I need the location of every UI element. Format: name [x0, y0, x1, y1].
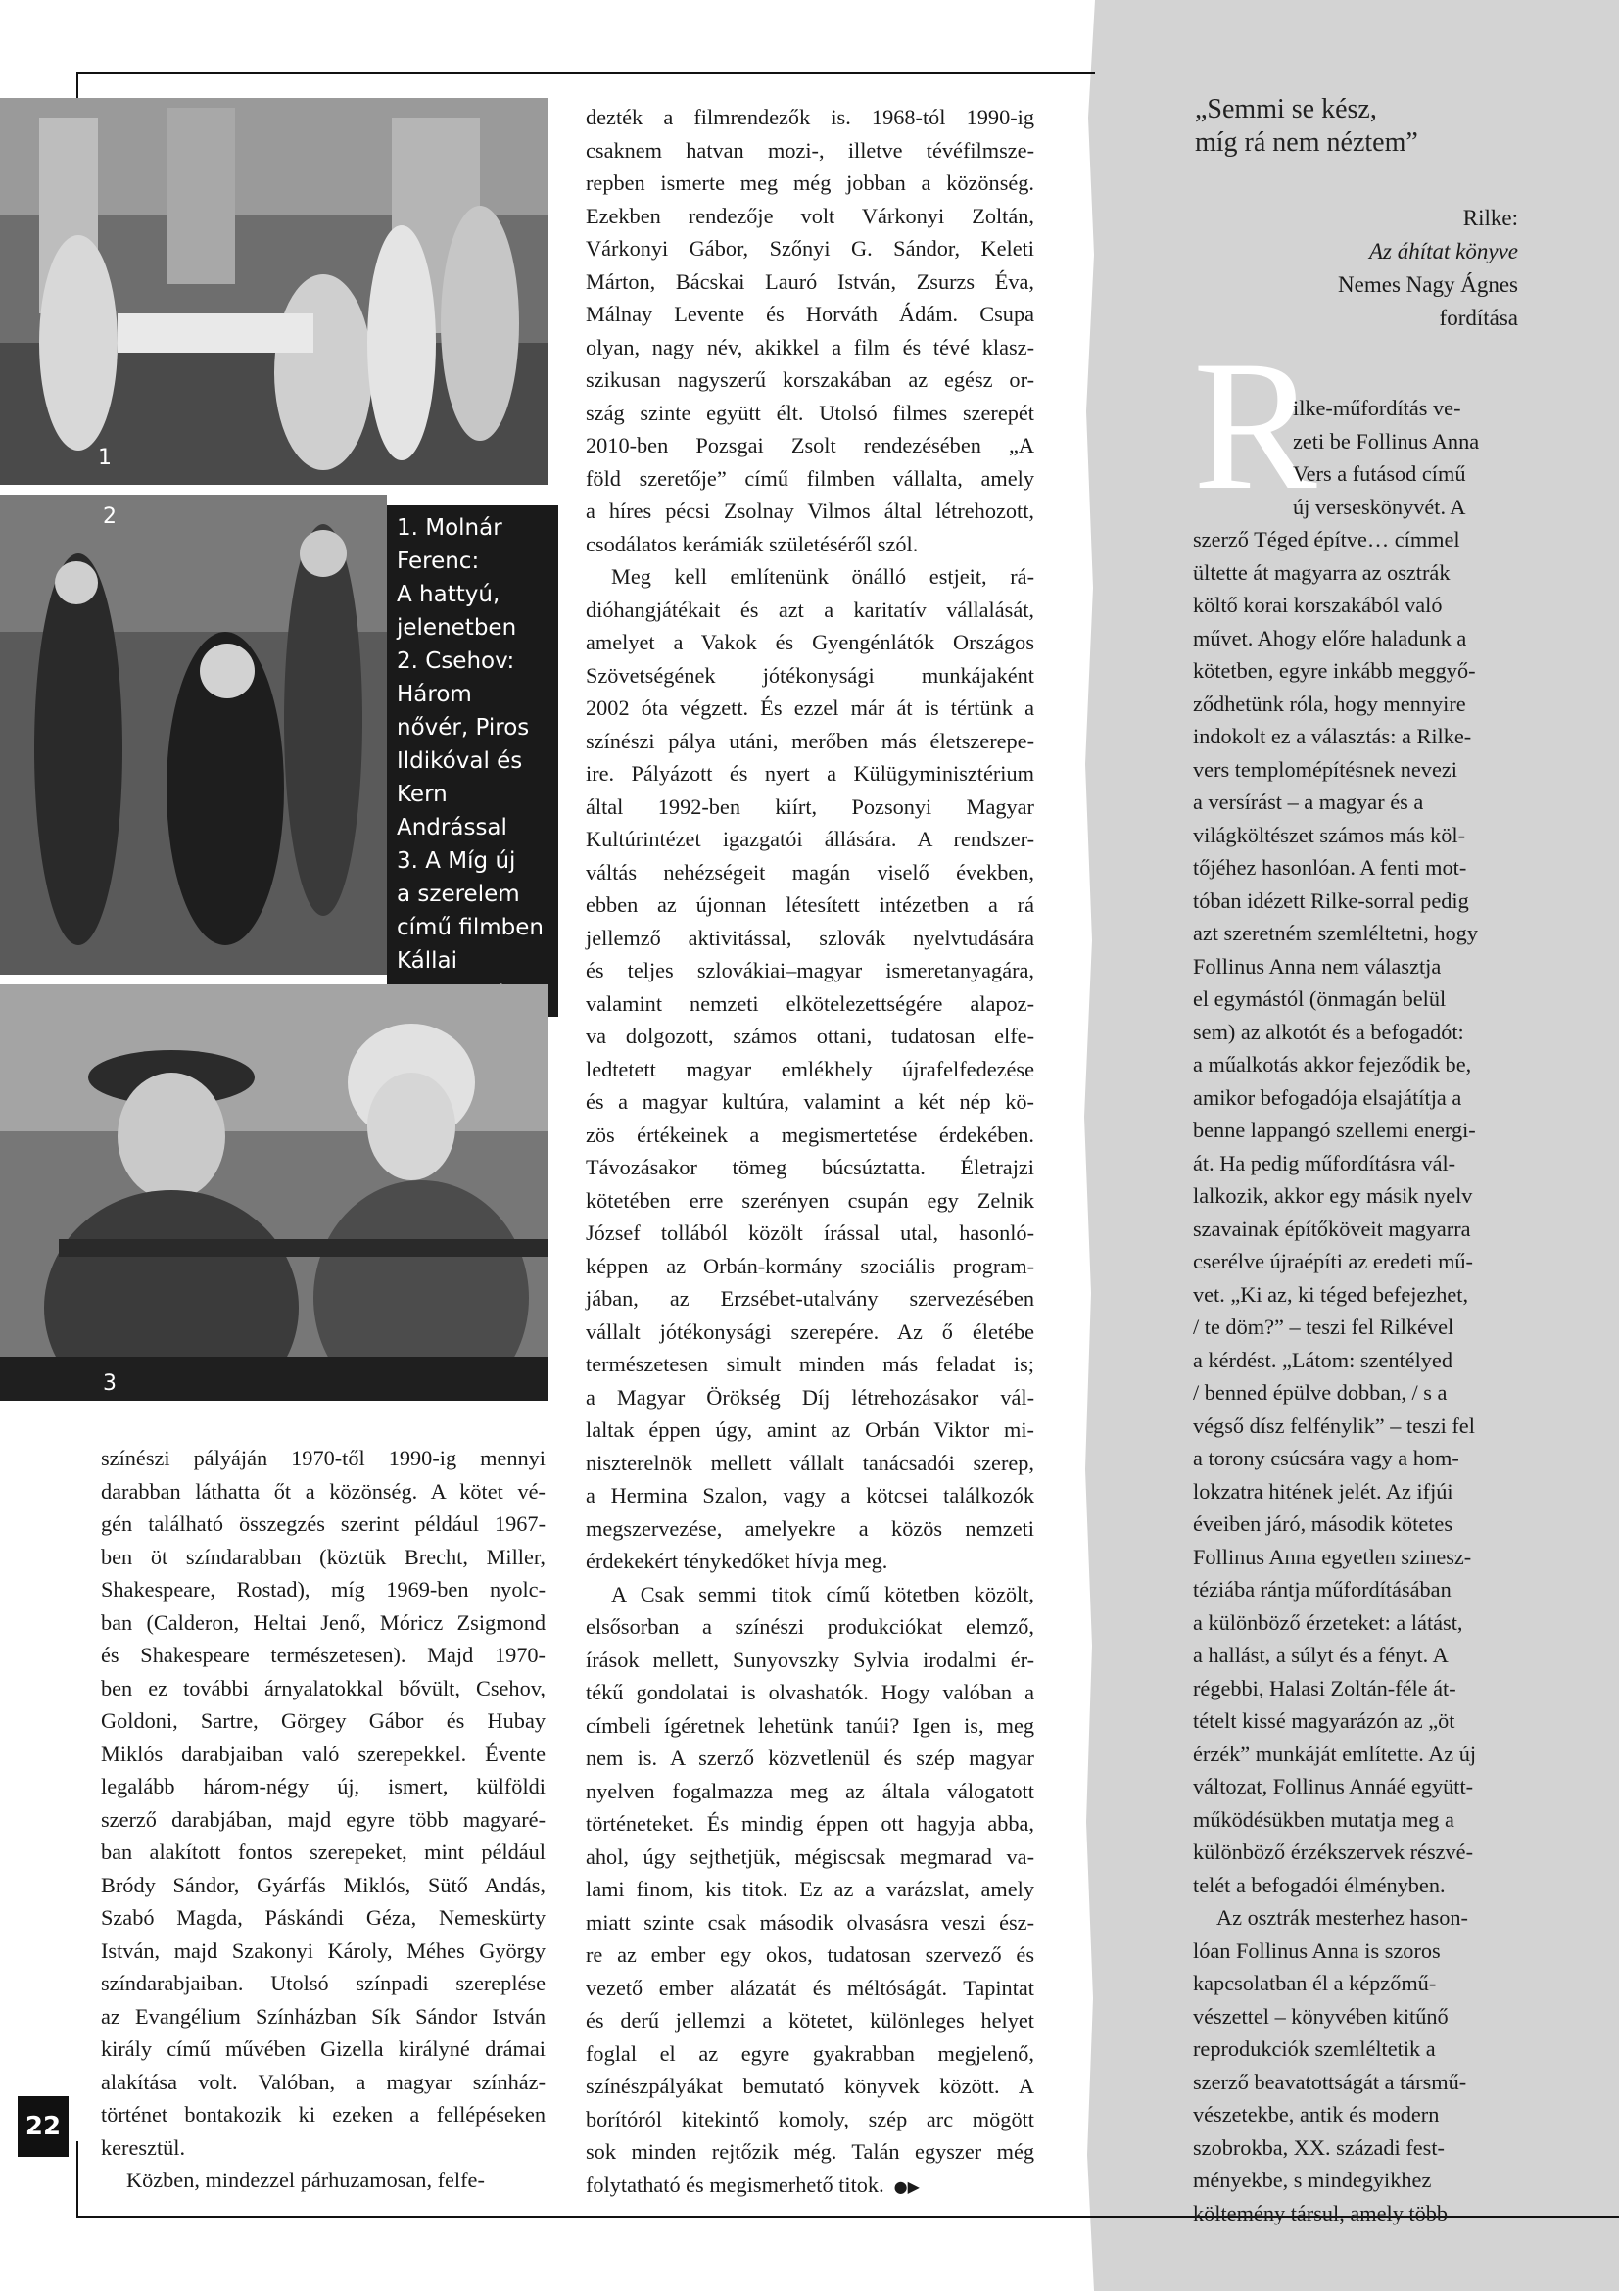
- text-line: lami finom, kis titok. Ez az a varázslat, amely: [586, 1877, 1034, 1901]
- text-line: lokzatra hitének jelét. Az ifjúi: [1193, 1478, 1453, 1504]
- text-line: ültette át magyarra az osztrák: [1193, 559, 1451, 585]
- text-line: sok minden rejtőzik még. Talán egyszer még: [586, 2139, 1034, 2164]
- photo-number-1: 1: [98, 446, 112, 470]
- text-line: vezető ember alázatát és méltóságát. Tapintat: [586, 1975, 1034, 2000]
- caption-line: Ferenc:: [397, 549, 480, 574]
- text-line: Szabó Magda, Páskándi Géza, Nemeskürty: [101, 1905, 546, 1930]
- text-line: niszterelnök mellett vállalt tanácsadói szerep,: [586, 1450, 1034, 1475]
- text-line: valamint nemzeti elkötelezettségére alapoz-: [586, 990, 1034, 1016]
- text-line: régebbi, Halasi Zoltán-féle át-: [1193, 1675, 1456, 1700]
- torn-edge-svg: [1082, 0, 1102, 2291]
- text-line: és Shakespeare természetesen). Majd 1970-: [101, 1643, 546, 1667]
- text-line: és derű jellemzi a kötetet, különleges helyet: [586, 2008, 1034, 2033]
- caption-line: nővér, Piros: [397, 715, 530, 741]
- caption-line: Kern: [397, 782, 448, 807]
- text-line: Follinus Anna nem választja: [1193, 953, 1442, 979]
- text-line: va dolgozott, számos ottani, tudatosan elfe-: [586, 1024, 1034, 1048]
- text-line: írások mellett, Sunyovszky Sylvia irodalmi ér-: [586, 1647, 1034, 1672]
- text-line: Meg kell említenünk önálló estjeit, rá-: [611, 564, 1034, 589]
- text-line: Málnay Levente és Horváth Ádám. Csupa: [586, 302, 1034, 326]
- text-line: a különböző érzeteket: a látást,: [1193, 1609, 1463, 1635]
- text-line: ebben az újonnan létesített intézetben a rá: [586, 892, 1034, 917]
- text-line: történet bontakozik ki ezeken a fellépéseken: [101, 2102, 546, 2127]
- text-line: ire. Pályázott és nyert a Külügyminisztérium: [586, 761, 1034, 786]
- text-line: érdekekért ténykedőket hívja meg.: [586, 1549, 888, 1573]
- attribution-work: [1338, 235, 1518, 268]
- text-line: zeti be Follinus Anna: [1293, 428, 1480, 454]
- text-line: Miklós darabjaiban való szerepekkel. Évente: [101, 1741, 546, 1766]
- text-line: költő korai korszakából való: [1193, 593, 1443, 617]
- text-line: benne lappangó szellemi energi-: [1193, 1118, 1476, 1142]
- text-line: csaknem hatvan mozi-, illetve tévéfilmsze-: [586, 137, 1034, 163]
- bottom-rule-tick: [76, 2141, 78, 2218]
- text-line: amelyet a Vakok és Gyengénlátók Országos: [586, 630, 1034, 654]
- top-rule-tick: [76, 72, 78, 100]
- text-line: címbeli ígéretnek lehetünk tanúi? Igen is, meg: [586, 1712, 1034, 1738]
- text-line: darabban láthatta őt a közönség. A kötet vé-: [101, 1478, 546, 1504]
- text-line: borítóról kitekintő komoly, szép arc mögött: [586, 2106, 1034, 2131]
- text-line: szerző darabjában, majd egyre több magyaré-: [101, 1806, 546, 1832]
- text-line: Kultúrintézet igazgatói állására. A rendszer-: [586, 827, 1034, 851]
- text-line: Follinus Anna egyetlen szinesz-: [1193, 1544, 1472, 1569]
- page-number: 22: [18, 2096, 69, 2157]
- text-line: vészetekbe, antik és modern: [1193, 2102, 1440, 2127]
- caption-line: Három: [397, 682, 472, 707]
- text-line: színészpályákat bemutató könyvek között. A: [586, 2074, 1034, 2098]
- text-line: a híres pécsi Zsolnay Vilmos által létrehozott,: [586, 499, 1034, 523]
- text-line: foglal el az egyre gyakrabban megjelenő,: [586, 2040, 1034, 2066]
- text-line: színészi pályáján 1970-től 1990-ig mennyi: [101, 1446, 546, 1470]
- text-line: vers templomépítésnek nevezi: [1193, 756, 1457, 782]
- attribution-work-title: Az áhítat könyve: [1368, 239, 1518, 263]
- text-line: / benned épülve dobban, / s a: [1193, 1380, 1448, 1405]
- text-line: ben ez további árnyalatokkal bővült, Csehov,: [101, 1675, 546, 1700]
- text-line: azt szeretném szemléltetni, hogy: [1193, 921, 1478, 945]
- text-line: a hallást, a súlyt és a fényt. A: [1193, 1643, 1449, 1667]
- text-line: István, majd Szakonyi Károly, Méhes György: [101, 1937, 546, 1963]
- text-line: vet. „Ki az, ki téged befejezhet,: [1193, 1281, 1469, 1307]
- text-line: történeteket. És mindig éppen ott hagyja abba,: [586, 1811, 1034, 1836]
- photo-2-image: [0, 495, 387, 975]
- text-line: József tollából közölt írással utal, hasonló-: [586, 1220, 1034, 1245]
- photo-1-image: [0, 98, 548, 485]
- motto-quote: [1195, 93, 1418, 160]
- text-line: és a magyar kultúra, valamint a két nép kö-: [586, 1089, 1034, 1114]
- text-line: telét a befogadói élményben.: [1193, 1872, 1446, 1897]
- photo-3-image: [0, 984, 548, 1401]
- caption-line: 3. A Míg új: [397, 848, 516, 874]
- photo-3-film-still: [0, 984, 548, 1401]
- caption-line: 1. Molnár: [397, 515, 502, 541]
- text-line: dióhangjátékait és azt a karitatív vállalását,: [586, 597, 1034, 622]
- torn-edge: [1082, 0, 1102, 2291]
- text-line: Bródy Sándor, Gyárfás Miklós, Sütő Andás,: [101, 1872, 546, 1897]
- photo-2-stage-scene: [0, 495, 387, 975]
- text-line: el egymástól (önmagán belül: [1193, 986, 1447, 1011]
- text-line: lalkozik, akkor egy másik nyelv: [1193, 1183, 1473, 1208]
- text-line: Ezekben rendezője volt Várkonyi Zoltán,: [586, 203, 1034, 228]
- text-line: legalább három-négy új, ismert, külföldi: [101, 1774, 546, 1798]
- text-line: zös értékeinek a megismertetése érdekében.: [586, 1122, 1034, 1147]
- text-line: téziába rántja műfordításában: [1193, 1577, 1452, 1602]
- motto-attribution: [1338, 202, 1518, 335]
- attribution-role: fordítása: [1439, 306, 1518, 330]
- text-line: által 1992-ben kiírt, Pozsonyi Magyar: [586, 793, 1034, 819]
- text-line: természetesen simult minden más feladat is;: [586, 1352, 1034, 1376]
- text-line: 2002 óta végzett. És ezzel már át is tértünk a: [586, 695, 1034, 720]
- text-line: sem) az alkotót és a befogadót:: [1193, 1019, 1464, 1044]
- text-line: keresztül.: [101, 2134, 186, 2160]
- text-line: ilke-műfordítás ve-: [1293, 396, 1461, 420]
- motto-line-2: míg rá nem néztem”: [1195, 127, 1418, 158]
- caption-line: A hattyú,: [397, 582, 500, 607]
- drop-cap: R: [1193, 323, 1317, 529]
- text-line: A Csak semmi titok című kötetben közölt,: [611, 1581, 1034, 1606]
- attribution-translator: Nemes Nagy Ágnes: [1338, 272, 1518, 297]
- left-column-text: [101, 1442, 546, 2197]
- text-line: különböző érzékszervek részvé-: [1193, 1840, 1473, 1864]
- text-line: csodálatos kerámiák születéséről szól.: [586, 531, 919, 556]
- text-line: gén található összegzés szerint például 1967-: [101, 1511, 546, 1536]
- text-line: ben öt színdarabban (köztük Brecht, Miller,: [101, 1544, 546, 1569]
- text-line: Vers a futásod című: [1293, 461, 1466, 486]
- text-line: át. Ha pedig műfordításra vál-: [1193, 1150, 1456, 1175]
- text-line: tékű gondolatai is olvashatók. Hogy valóban a: [586, 1680, 1034, 1704]
- text-line: Az osztrák mesterhez hason-: [1216, 1905, 1468, 1930]
- text-line: Goldoni, Sartre, Görgey Gábor és Hubay: [101, 1708, 546, 1733]
- text-line: a torony csúcsára vagy a hom-: [1193, 1446, 1459, 1470]
- caption-line: a szerelem: [397, 882, 520, 907]
- caption-line: Andrással: [397, 815, 507, 840]
- text-line: folytatható és megismerhető titok. ●▶: [586, 2172, 920, 2197]
- caption-line: Ildikóval és: [397, 748, 523, 774]
- text-line: éveiben járó, második kötetes: [1193, 1511, 1453, 1536]
- text-line: ahol, úgy sejthetjük, mégiscsak megmarad va-: [586, 1843, 1034, 1869]
- photo-1-stage-scene: [0, 98, 548, 485]
- text-line: 2010-ben Pozsgai Zsolt rendezésében „A: [586, 433, 1034, 457]
- text-line: ződhetünk róla, hogy mennyire: [1193, 691, 1466, 716]
- text-line: föld szeretője” című filmben vállalta, amely: [586, 465, 1034, 491]
- caption-line: Kállai: [397, 948, 458, 974]
- text-line: a versírást – a magyar és a: [1193, 789, 1424, 814]
- text-line: szág szinte együtt élt. Utolsó filmes szerepét: [586, 400, 1034, 425]
- text-line: elsősorban a színészi produkciókat elemző,: [586, 1614, 1034, 1639]
- end-of-article-mark: ●▶: [893, 2176, 920, 2196]
- text-line: kapcsolatban él a képzőmű-: [1193, 1971, 1437, 1995]
- text-line: tőjéhez hasonlóan. A fenti mot-: [1193, 855, 1467, 880]
- text-line: szerző Téged építve… címmel: [1193, 527, 1460, 551]
- text-line: váltás nehézségeit magán viselő években,: [586, 859, 1034, 885]
- text-line: a Hermina Szalon, vagy a kötcsei találkozók: [586, 1483, 1034, 1507]
- text-line: szobrokba, XX. századi fest-: [1193, 2134, 1445, 2160]
- text-line: kötetében erre szerényen csupán egy Zelnik: [586, 1187, 1034, 1213]
- text-line: szavainak építőköveit magyarra: [1193, 1216, 1471, 1241]
- text-line: ban alakított fontos szerepeket, mint például: [101, 1840, 546, 1864]
- text-line: művet. Ahogy előre haladunk a: [1193, 625, 1467, 650]
- text-line: kötetben, egyre inkább meggyő-: [1193, 658, 1476, 683]
- text-line: re az ember egy okos, tudatosan szervező és: [586, 1942, 1034, 1967]
- text-line: Távozásakor tömeg búcsúztatta. Életrajzi: [586, 1155, 1034, 1179]
- text-line: tóban idézett Rilke-sorral pedig: [1193, 887, 1469, 913]
- text-line: és teljes szlovákiai–magyar ismeretanyagára,: [586, 958, 1034, 982]
- motto-line-1: „Semmi se kész,: [1195, 94, 1377, 124]
- text-line: szikusan nagyszerű korszakában az egész or-: [586, 367, 1034, 392]
- text-line: érzék” munkáját említette. Az új: [1193, 1741, 1477, 1766]
- text-line: ledtetett magyar emlékhely újrafelfedezése: [586, 1056, 1034, 1081]
- top-rule: [76, 72, 1095, 74]
- text-line: ményekbe, s mindegyikhez: [1193, 2168, 1432, 2192]
- text-line: laltak éppen úgy, amint az Orbán Viktor mi-: [586, 1417, 1034, 1442]
- text-line: indokolt ez a választás: a Rilke-: [1193, 724, 1472, 748]
- text-line: jellemző aktivitással, szlovák nyelvtudására: [586, 925, 1034, 950]
- text-line: amikor befogadója elsajátítja a: [1193, 1084, 1462, 1110]
- middle-column-text: [586, 101, 1034, 2201]
- caption-line: jelenetben: [397, 615, 517, 641]
- text-line: Közben, mindezzel párhuzamosan, felfe-: [126, 2168, 485, 2192]
- text-line: repben ismerte meg még jobban a közönség.: [586, 170, 1034, 195]
- text-line: képpen az Orbán-kormány szociális program-: [586, 1253, 1034, 1278]
- text-line: megszervezése, amelyekre a közös nemzeti: [586, 1515, 1034, 1541]
- text-line: Szövetségének jótékonysági munkájaként: [586, 662, 1034, 688]
- text-line: / te döm?” – teszi fel Rilkével: [1193, 1315, 1454, 1339]
- photo-number-3: 3: [103, 1371, 117, 1396]
- text-line: vállalt jótékonysági szerepére. Az ő életébe: [586, 1318, 1034, 1344]
- text-line: világköltészet számos más köl-: [1193, 822, 1466, 847]
- text-line: király című művében Gizella királyné drámai: [101, 2036, 546, 2061]
- text-line: ban (Calderon, Heltai Jenő, Móricz Zsigmond: [101, 1609, 546, 1635]
- text-line: a Magyar Örökség Díj létrehozásakor vál-: [586, 1384, 1034, 1410]
- caption-line: 2. Csehov:: [397, 648, 515, 674]
- text-line: a kérdést. „Látom: szentélyed: [1193, 1347, 1452, 1372]
- text-line: nem is. A szerző közvetlenül és szép magyar: [586, 1746, 1034, 1770]
- text-line: szerző beavatottságát a társmű-: [1193, 2069, 1467, 2094]
- text-line: reprodukciók szemléltetik a: [1193, 2036, 1436, 2061]
- text-line: Shakespeare, Rostad), míg 1969-ben nyolc-: [101, 1577, 546, 1602]
- text-line: a műalkotás akkor fejeződik be,: [1193, 1052, 1472, 1076]
- text-line: végső dísz felfénylik” – teszi fel: [1193, 1412, 1475, 1438]
- text-line: Várkonyi Gábor, Szőnyi G. Sándor, Keleti: [586, 236, 1034, 261]
- photo-caption: [387, 505, 558, 1017]
- text-line: nyelven fogalmazza meg az általa válogatott: [586, 1778, 1034, 1803]
- photo-number-2: 2: [103, 504, 117, 529]
- attribution-author: Rilke:: [1462, 206, 1518, 230]
- text-line: miatt szinte csak második olvasásra veszi ész-: [586, 1909, 1034, 1935]
- text-line: tételt kissé magyarázón az „öt: [1193, 1708, 1455, 1733]
- text-line: Márton, Bácskai Lauró István, Zsurzs Éva,: [586, 268, 1034, 294]
- text-line: lóan Follinus Anna is szoros: [1193, 1937, 1441, 1963]
- text-line: változat, Follinus Annáé együtt-: [1193, 1774, 1474, 1798]
- text-line: olyan, nagy név, akikkel a film és tévé klasz-: [586, 334, 1034, 359]
- text-line: az Evangélium Színházban Sík Sándor István: [101, 2003, 546, 2029]
- text-line: működésükben mutatja meg a: [1193, 1806, 1454, 1832]
- text-line: színészi pálya utáni, merőben más életszerepe-: [586, 728, 1034, 753]
- text-line: cserélve újraépíti az eredeti mű-: [1193, 1249, 1473, 1273]
- text-line: dezték a filmrendezők is. 1968-tól 1990-ig: [586, 105, 1034, 129]
- text-line: színdarabjaiban. Utolsó színpadi szereplése: [101, 1971, 546, 1995]
- text-line: új verseskönyvét. A: [1293, 494, 1466, 519]
- text-line: költemény társul, amely több: [1193, 2200, 1449, 2225]
- text-line: alakítása volt. Valóban, a magyar színház-: [101, 2069, 546, 2094]
- text-line: vészettel – könyvében kitűnő: [1193, 2003, 1449, 2029]
- right-column-text: [1193, 392, 1506, 2229]
- text-line: jában, az Erzsébet-utalvány szervezésében: [586, 1286, 1034, 1311]
- caption-line: című filmben: [397, 915, 544, 940]
